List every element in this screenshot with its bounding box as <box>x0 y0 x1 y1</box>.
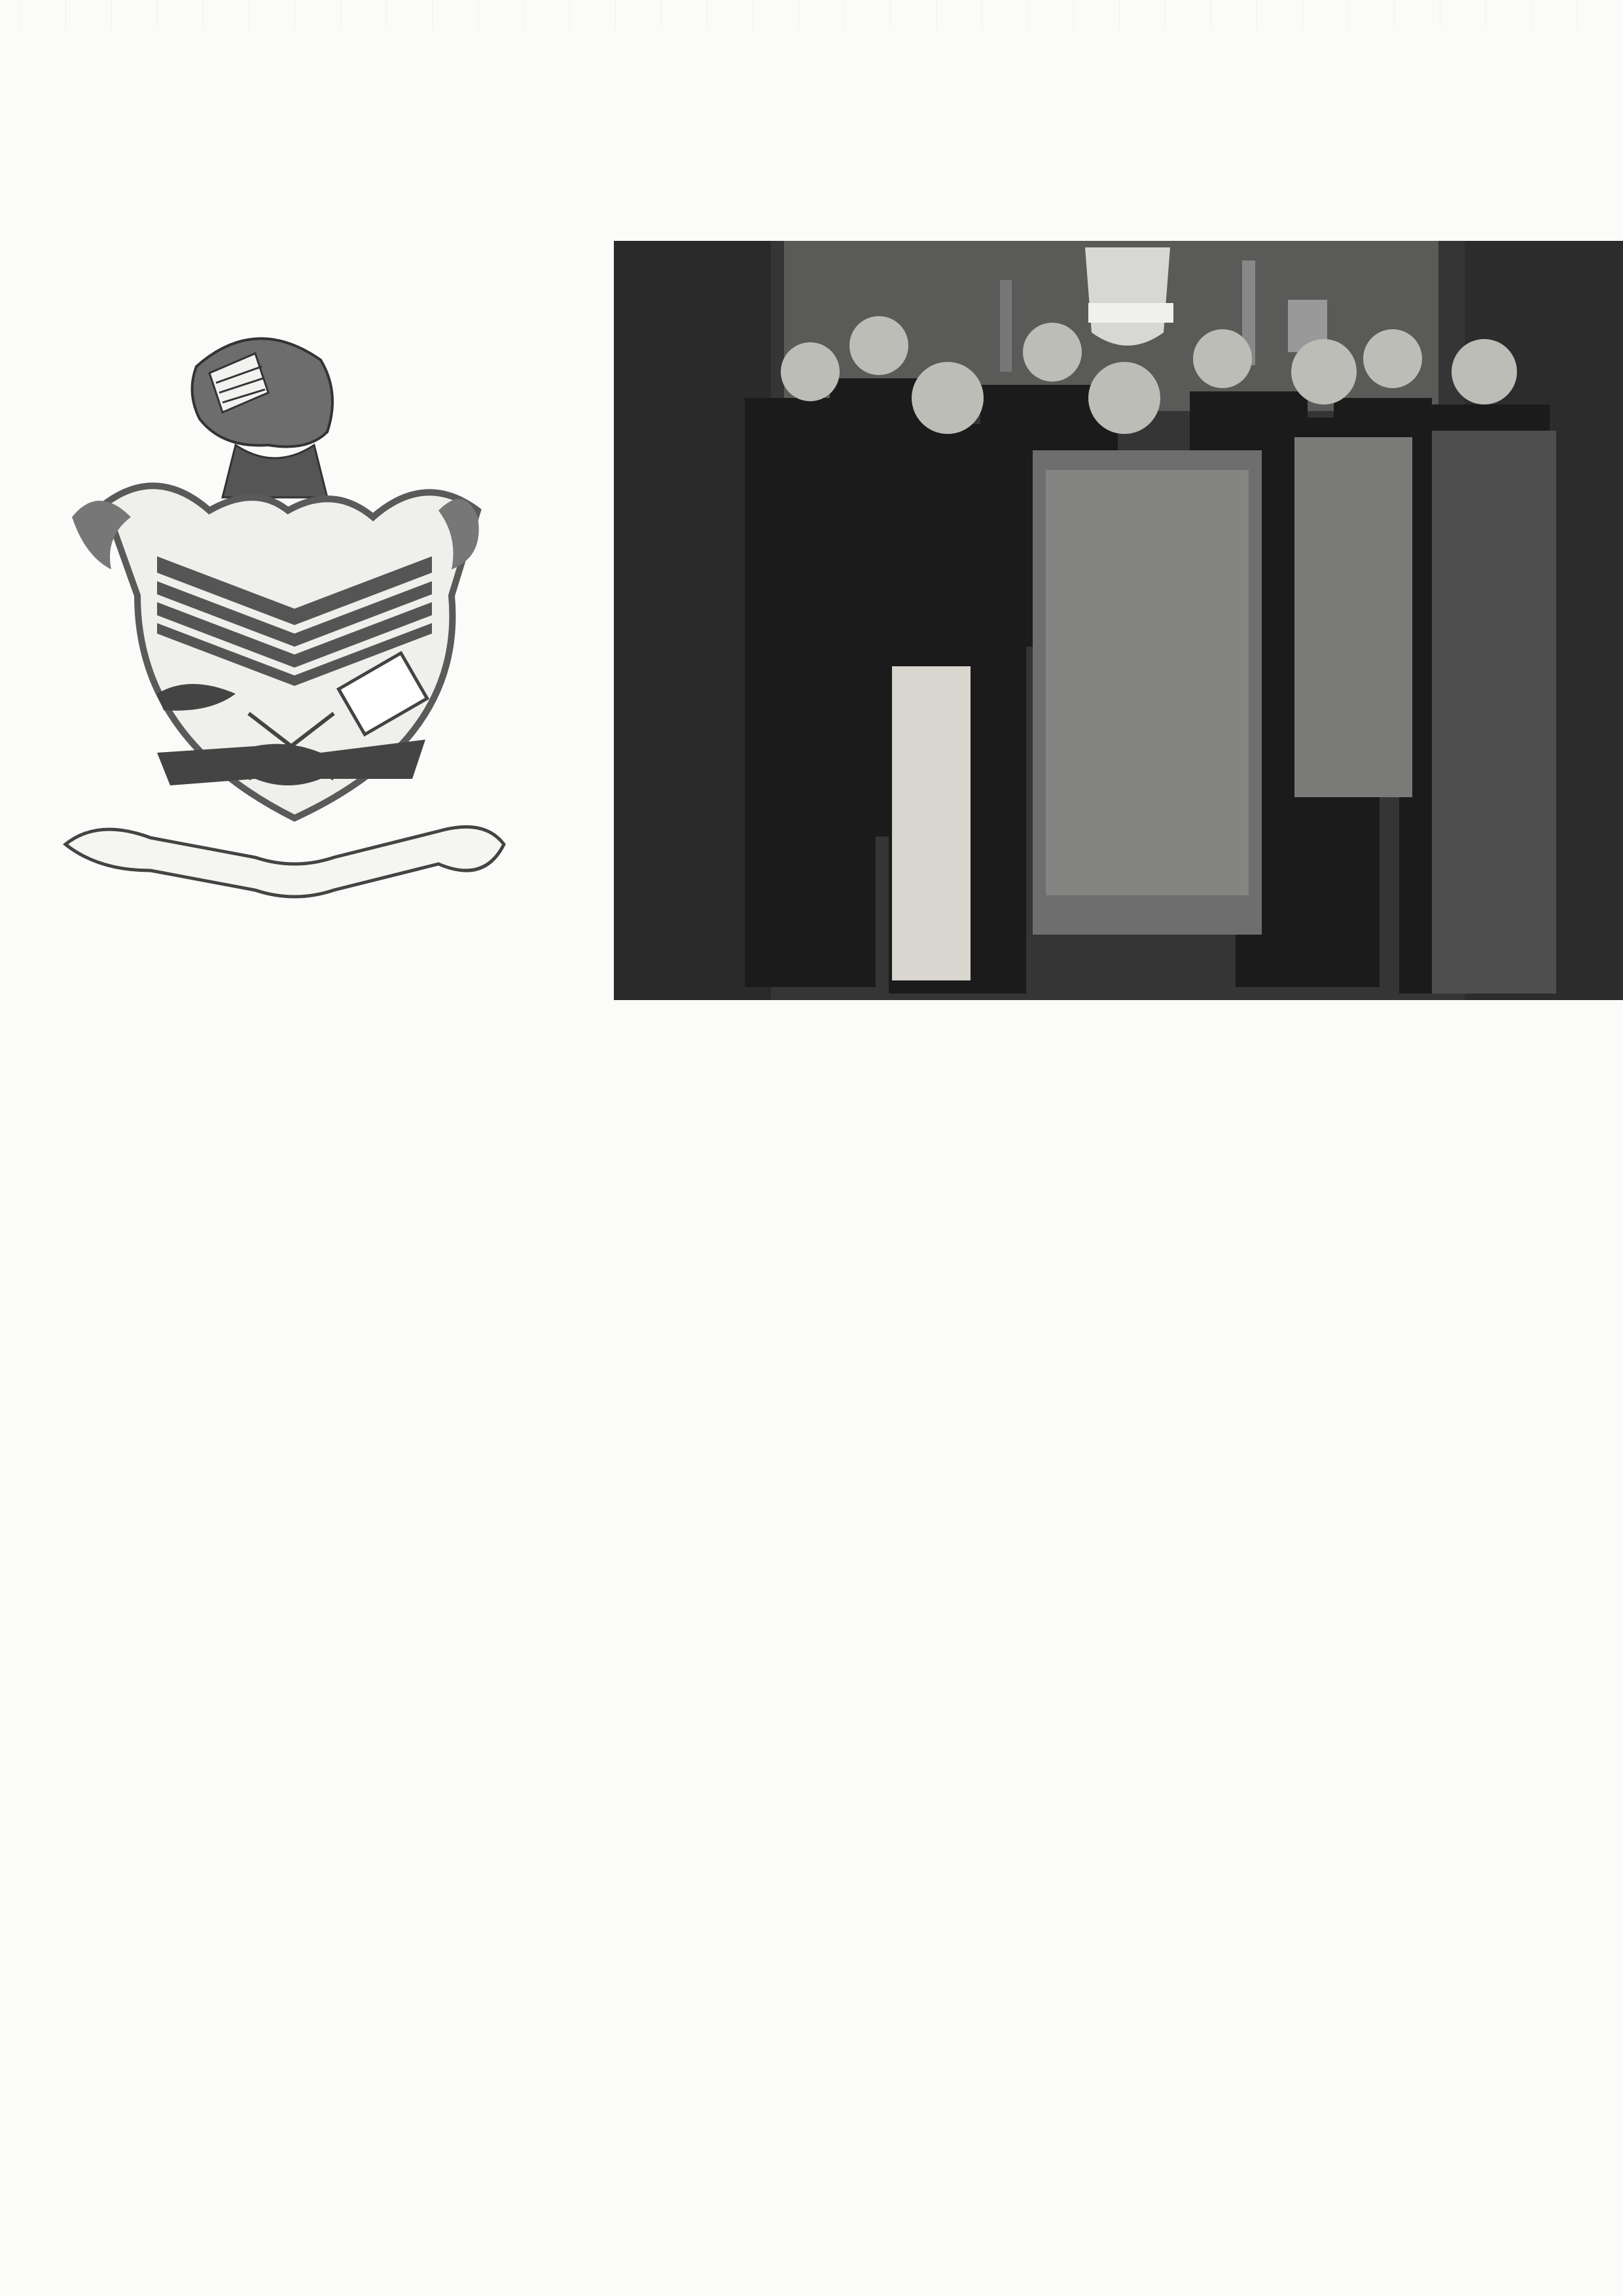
group-photo-scene <box>614 241 1623 1000</box>
scan-artifact <box>0 0 1623 29</box>
officers-group-photo <box>614 241 1623 1000</box>
fraternity-crest <box>59 321 510 916</box>
crest-drawing <box>59 321 510 916</box>
